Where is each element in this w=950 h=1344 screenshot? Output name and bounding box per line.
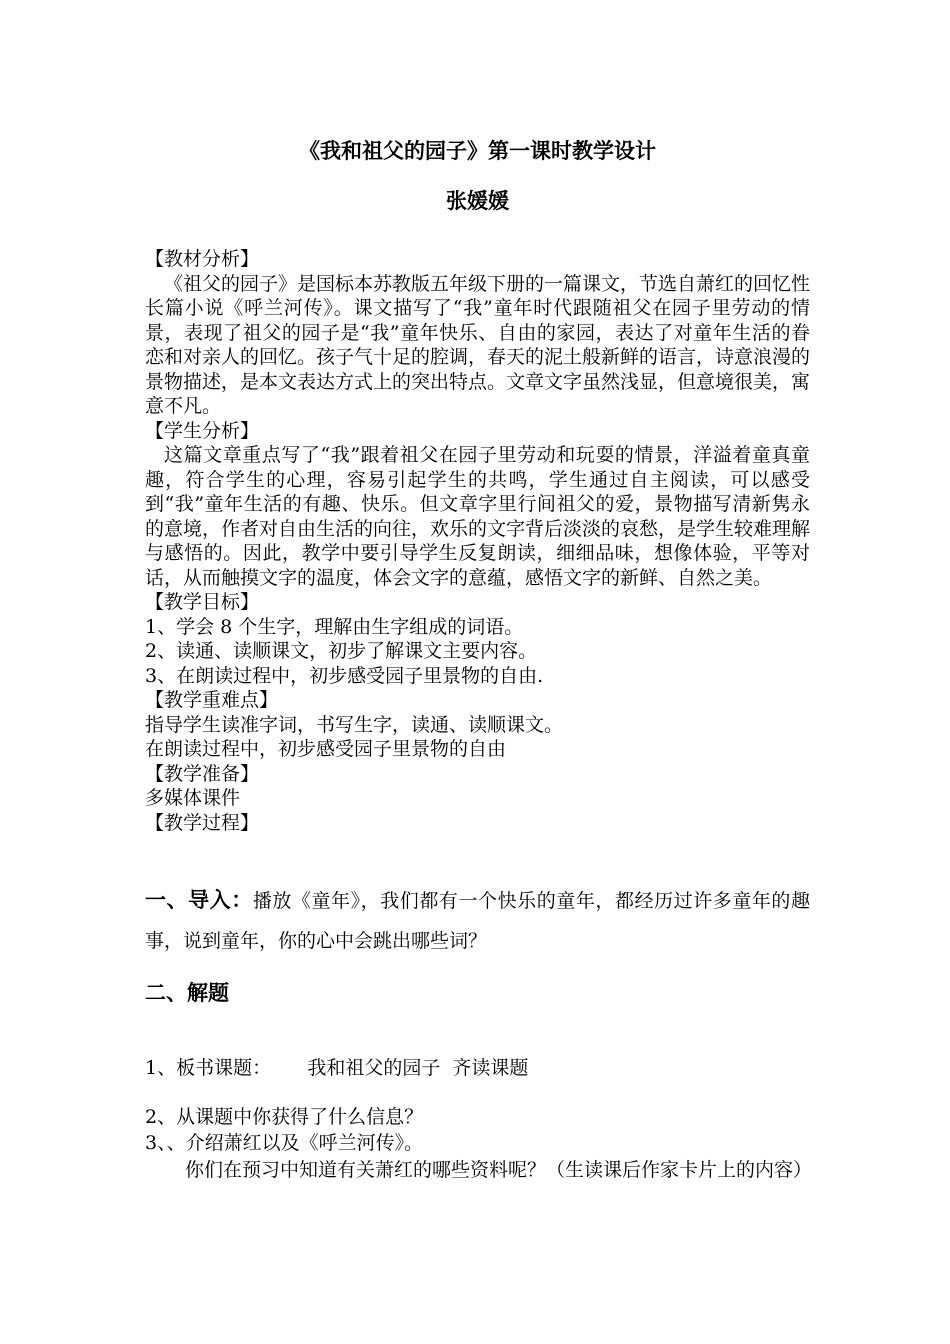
document-author: 张媛媛 [446, 189, 509, 213]
student-analysis-text: 这篇文章重点写了“我”跟着祖父在园子里劳动和玩耍的情景，洋溢着童真童趣，符合学生的心理，容易引起学生的共鸣，学生通过自主阅读，可以感受到“我”童年生活的有趣、快乐。但文章字里行间祖父的爱，景物描写清新隽永的意境，作者对自由生活的向往，欢乐的文字背后淡淡的哀愁，是学生较难理解与感悟的。因此，教学中要引导学生反复朗读，细细品味，想像体验，平等对话，从而触摸文字的温度，体会文字的意蕴，感悟文字的新鲜、自然之美。 [145, 444, 811, 589]
document-body [145, 247, 810, 835]
section-heading-students: 【学生分析】 [145, 419, 260, 442]
goal-item: 3、在朗读过程中，初步感受园子里景物的自由. [145, 664, 544, 687]
step3-body-text: 你们在预习中知道有关萧红的哪些资料呢？（生读课后作家卡片上的内容） [185, 1159, 813, 1181]
step-item: 1、板书课题： 我和祖父的园子 齐读课题 [145, 1057, 529, 1079]
section-heading-material: 【教材分析】 [145, 248, 260, 270]
material-analysis-text: 《祖父的园子》是国标本苏教版五年级下册的一篇课文，节选自萧红的回忆性长篇小说《呼兰河传》。课文描写了“我”童年时代跟随祖父在园子里劳动的情景，表现了祖父的园子是“我”童年快乐、自由的家园，表达了对童年生活的眷恋和对亲人的回忆。孩子气十足的腔调，春天的泥土般新鲜的语言，诗意浪漫的景物描述，是本文表达方式上的突出特点。文章文字虽然浅显，但意境很美，寓意不凡。 [145, 272, 811, 417]
section-heading-goals: 【教学目标】 [145, 591, 260, 613]
document-title: 《我和祖父的园子》第一课时教学设计 [299, 139, 656, 163]
section-heading-prep: 【教学准备】 [145, 762, 260, 785]
intro-paragraph [145, 880, 810, 961]
intro-lead: 一、导入： [145, 888, 253, 912]
prep-text: 多媒体课件 [145, 787, 241, 809]
step-item: 3、、介绍萧红以及《呼兰河传》。 [145, 1132, 424, 1154]
intro-text: 播放《童年》，我们都有一个快乐的童年，都经历过许多童年的趣事，说到童年，你的心中会跳出哪些词？ [145, 890, 810, 952]
section-heading-process: 【教学过程】 [145, 811, 260, 834]
keypoint-item: 在朗读过程中，初步感受园子里景物的自由 [145, 738, 507, 760]
part2-heading: 二、解题 [145, 981, 229, 1005]
step-item: 2、从课题中你获得了什么信息？ [145, 1106, 424, 1128]
goal-item: 2、读通、读顺课文，初步了解课文主要内容。 [145, 640, 538, 662]
goal-item: 1、学会 8 个生字，理解由生字组成的词语。 [145, 615, 524, 638]
section-heading-keypoints: 【教学重难点】 [145, 689, 279, 711]
keypoint-item: 指导学生读准字词，书写生字，读通、读顺课文。 [145, 713, 564, 736]
